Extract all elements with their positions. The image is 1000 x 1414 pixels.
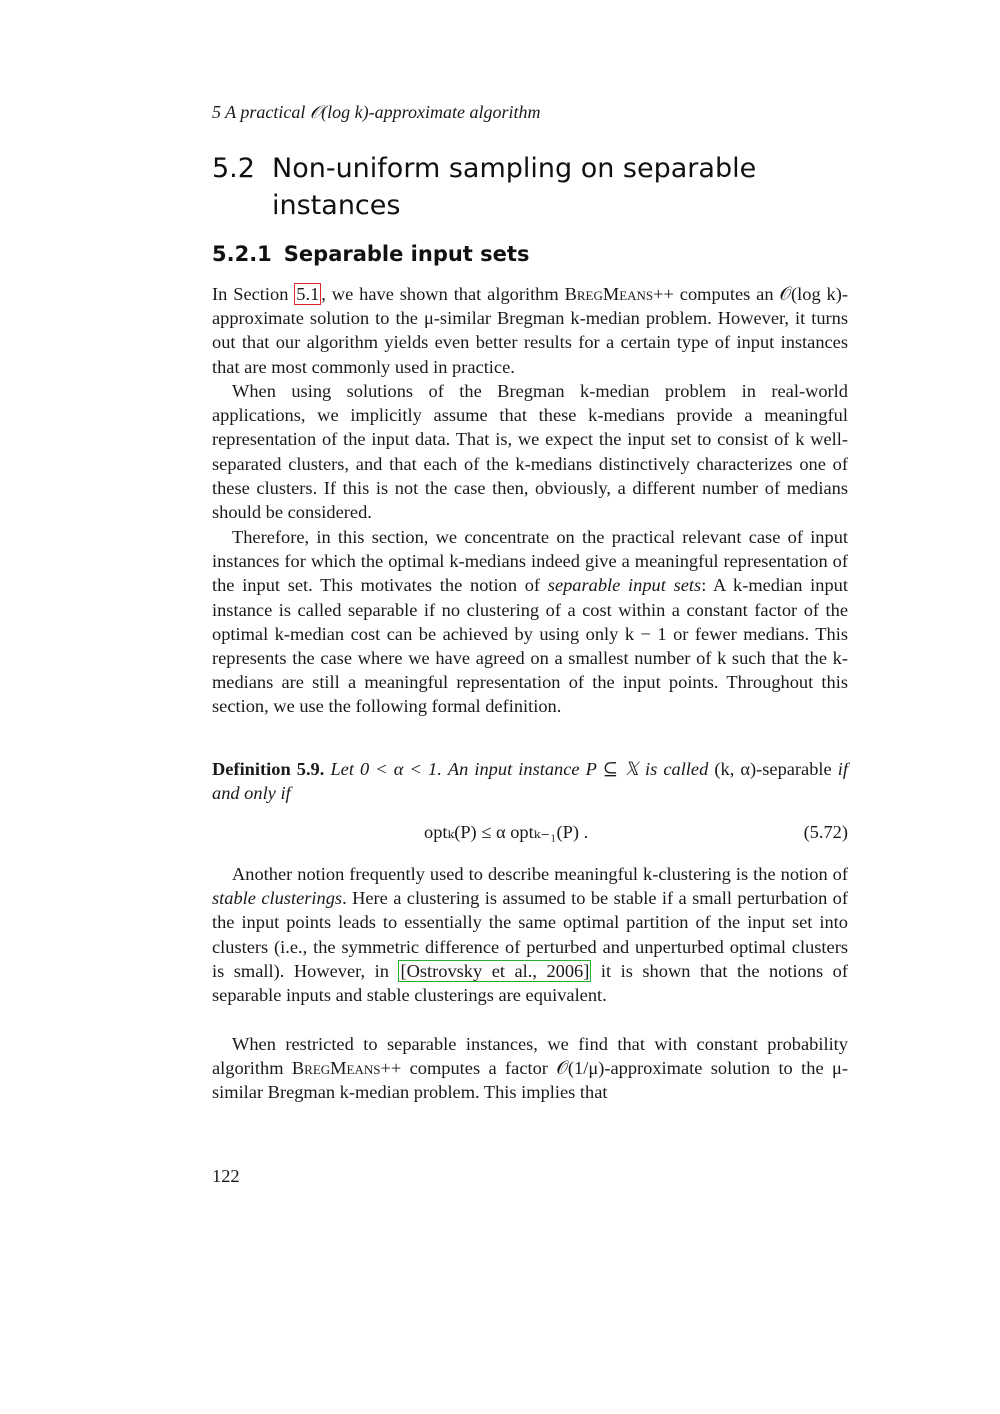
p3-text-b: : A k-median input instance is called separable if no clustering of a cost within a constant factor of the optimal k-median cost can be achieved by using only k − 1 or fewer medians. This represents the case where we have agreed on a smallest number of k such that the k-medians are still a meaningful representation of the input points. Throughout this section, we use the following formal definition. xyxy=(212,575,848,717)
p4-text-b: . Here a clustering is assumed to be stable if a small perturbation of the input points leads to essentially the same optimal partition of the input set into clusters (i.e., the symmetric difference of perturbed and unperturbed optimal clusters is small). However, in xyxy=(212,888,848,981)
definition-text-a: Let 0 < α < 1. An input instance P ⊆ 𝕏 is called xyxy=(330,759,709,779)
p4-text-a: Another notion frequently used to describe meaningful k-clustering is the notion of xyxy=(232,864,848,884)
equation-formula: optₖ(P) ≤ α optₖ₋₁(P) . xyxy=(424,822,589,842)
subsection-number: 5.2.1 xyxy=(212,242,272,266)
running-head: 5 A practical 𝒪(log k)-approximate algorithm xyxy=(212,102,541,122)
algorithm-name: BregMeans++ xyxy=(291,1058,402,1079)
section-number: 5.2 xyxy=(212,153,255,184)
definition-text-c: if and only if xyxy=(212,759,848,804)
definition-block xyxy=(212,757,848,805)
page-number: 122 xyxy=(212,1166,240,1186)
p3-emphasis: separable input sets xyxy=(547,575,702,596)
section-title-line2: instances xyxy=(272,190,401,221)
subsection-heading xyxy=(212,242,529,266)
citation-link[interactable]: [Ostrovsky et al., 2006] xyxy=(400,960,590,981)
section-title-line1: Non-uniform sampling on separable xyxy=(272,153,757,184)
p3-text-a: Therefore, in this section, we concentrate on the practical relevant case of input instances for which the optimal k-medians indeed give a meaningful representation of the input set. This motivates the notion of xyxy=(212,527,848,596)
paragraph-2: When using solutions of the Bregman k-median problem in real-world applications, we implicitly assume that these k-medians provide a meaningful representation of the input data. That is, we expect the input set to consist of k well-separated clusters, and that each of the k-medians distinctively characterizes one of these clusters. If this is not the case then, obviously, a different number of medians should be considered. xyxy=(212,381,848,523)
subsection-title: Separable input sets xyxy=(283,242,530,266)
definition-text-b: (k, α)-separable xyxy=(714,759,832,779)
p4-emphasis: stable clusterings xyxy=(212,888,343,909)
p1-text-b: , we have shown that algorithm xyxy=(321,284,565,304)
p4-text-c: it is shown that the notions of separable inputs and stable clusterings are equivalent. xyxy=(212,960,848,1006)
paragraph-4 xyxy=(212,862,848,1007)
equation-number: (5.72) xyxy=(803,822,848,842)
p1-text-a: In Section xyxy=(212,284,295,304)
paragraph-3 xyxy=(212,525,848,719)
section-ref-link[interactable]: 5.1 xyxy=(296,284,320,304)
p5-text-a: When restricted to separable instances, we find that with constant probability algorithm xyxy=(212,1034,848,1079)
definition-label: Definition 5.9. xyxy=(212,759,325,779)
paragraph-1 xyxy=(212,282,848,379)
algorithm-name: BregMeans++ xyxy=(564,284,674,304)
paragraph-5 xyxy=(212,1032,848,1105)
p1-text-c: computes an 𝒪(log k)-approximate solution to the μ-similar Bregman k-median problem. However, it turns out that our algorithm yields even better results for a certain type of input instances that are most commonly used in practice. xyxy=(212,284,848,377)
equation-5-72 xyxy=(212,822,848,848)
section-heading xyxy=(212,150,812,224)
p5-text-b: computes a factor 𝒪(1/μ)-approximate solution to the μ-similar Bregman k-median problem. This implies that xyxy=(212,1058,848,1103)
